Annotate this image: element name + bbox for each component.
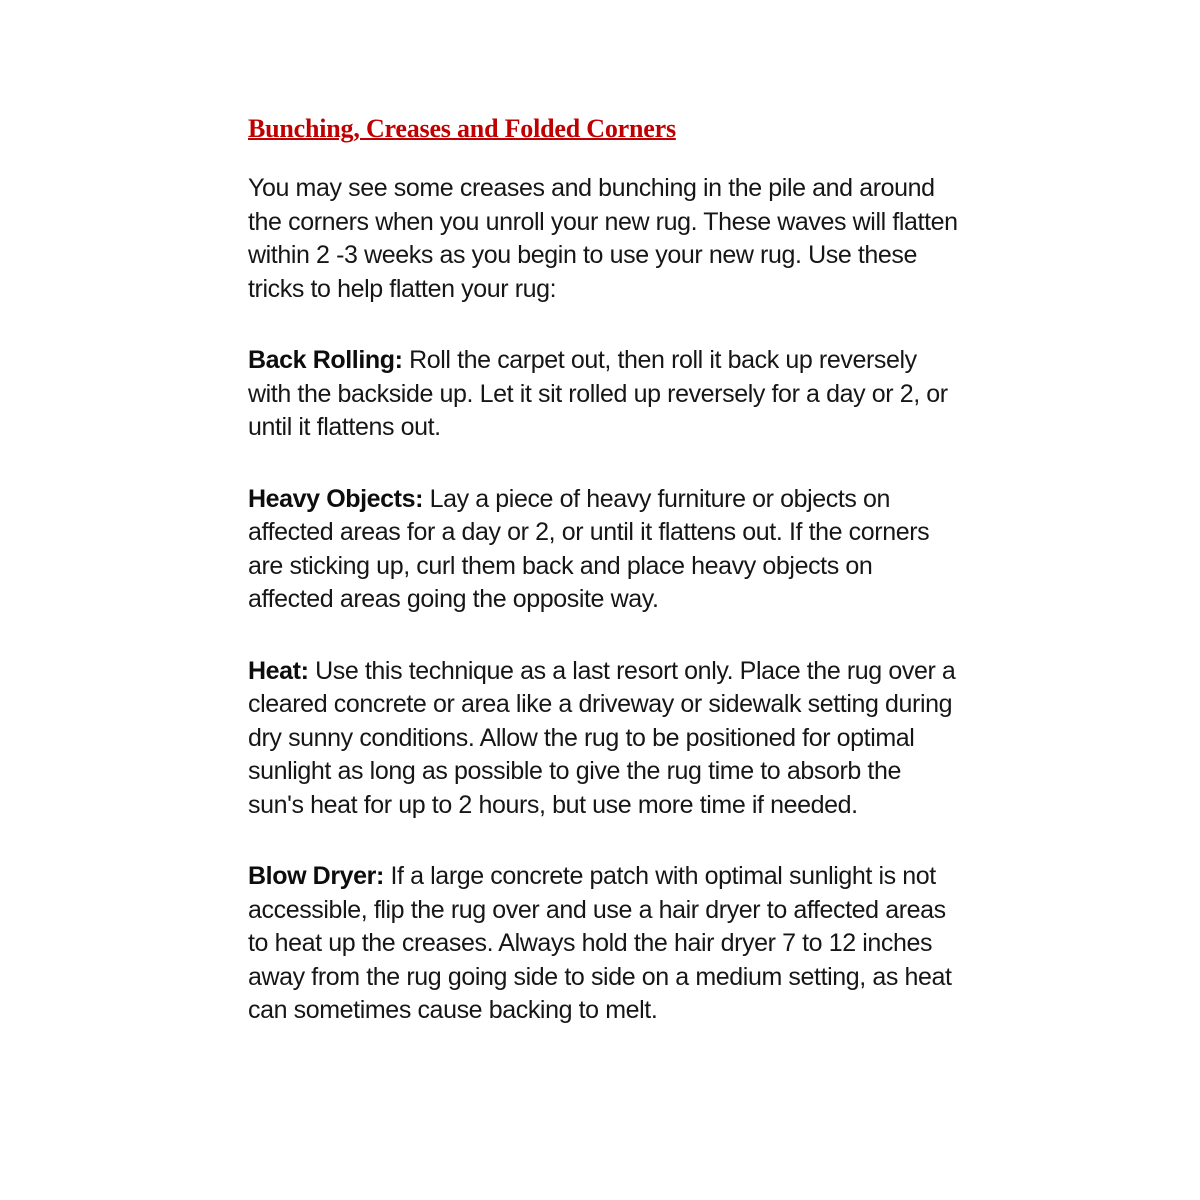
section-blow-dryer <box>248 860 960 1028</box>
section-heat <box>248 655 960 823</box>
section-text-back-rolling: Roll the carpet out, then roll it back up reversely with the backside up. Let it sit rolled up reversely for a day or 2, or until it flattens out. <box>248 346 948 441</box>
section-label-blow-dryer: Blow Dryer: <box>248 862 384 890</box>
section-text-heavy-objects: Lay a piece of heavy furniture or objects on affected areas for a day or 2, or until it flattens out. If the corners are sticking up, curl them back and place heavy objects on affected areas going the opposite way. <box>248 484 930 613</box>
intro-paragraph: You may see some creases and bunching in the pile and around the corners when you unroll your new rug. These waves will flatten within 2 -3 weeks as you begin to use your new rug. Use these tricks to help flatten your rug: <box>248 174 958 303</box>
document-page <box>248 112 960 1066</box>
section-text-heat: Use this technique as a last resort only. Place the rug over a cleared concrete or area like a driveway or sidewalk setting during dry sunny conditions. Allow the rug to be positioned for optimal sunlight as long as possible to give the rug time to absorb the sun's heat for up to 2 hours, but use more time if needed. <box>248 656 956 819</box>
section-label-heavy-objects: Heavy Objects: <box>248 484 424 513</box>
section-label-back-rolling: Back Rolling: <box>248 346 403 374</box>
section-text-blow-dryer: If a large concrete patch with optimal sunlight is not accessible, flip the rug over and use a hair dryer to affected areas to heat up the creases. Always hold the hair dryer 7 to 12 inches away from the rug going side to side on a medium setting, as heat can sometimes cause backing to melt. <box>248 862 952 1024</box>
section-heavy-objects <box>248 483 960 617</box>
section-back-rolling <box>248 344 960 445</box>
section-label-heat: Heat: <box>248 656 309 685</box>
page-title: Bunching, Creases and Folded Corners <box>248 114 676 143</box>
